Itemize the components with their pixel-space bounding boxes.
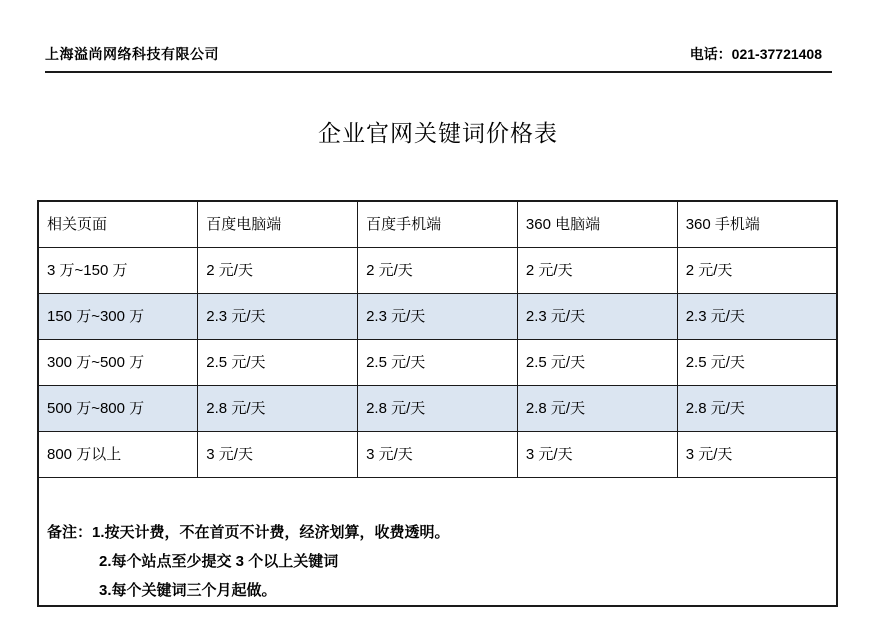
table-header-cell: 360 手机端 xyxy=(677,201,837,247)
table-cell: 2.3 元/天 xyxy=(198,293,358,339)
table-cell: 2 元/天 xyxy=(677,247,837,293)
table-cell: 3 元/天 xyxy=(198,431,358,477)
table-cell: 2.3 元/天 xyxy=(358,293,518,339)
table-header-cell: 相关页面 xyxy=(38,201,198,247)
table-cell: 2.8 元/天 xyxy=(517,385,677,431)
page-title: 企业官网关键词价格表 xyxy=(318,120,558,146)
table-cell: 2.8 元/天 xyxy=(198,385,358,431)
table-row xyxy=(38,247,837,293)
notes-label: 备注： xyxy=(47,523,93,541)
phone-number: 电话：021-37721408 xyxy=(689,46,822,62)
table-header-row xyxy=(38,201,837,247)
table-row xyxy=(38,293,837,339)
table-header-cell: 百度手机端 xyxy=(358,201,518,247)
table-cell: 2.5 元/天 xyxy=(517,339,677,385)
note-line-3: 3.每个关键词三个月起做。 xyxy=(99,581,277,599)
table-cell: 500 万~800 万 xyxy=(38,385,198,431)
table-cell: 2 元/天 xyxy=(517,247,677,293)
table-cell: 2.5 元/天 xyxy=(198,339,358,385)
table-cell: 3 元/天 xyxy=(677,431,837,477)
table-row xyxy=(38,431,837,477)
note-item-1: 1.按天计费，不在首页不计费，经济划算，收费透明。 xyxy=(92,523,450,541)
table-cell: 2.5 元/天 xyxy=(358,339,518,385)
table-cell: 2 元/天 xyxy=(198,247,358,293)
notes-row xyxy=(38,477,837,606)
price-table xyxy=(37,200,838,607)
table-cell: 3 万~150 万 xyxy=(38,247,198,293)
table-cell: 300 万~500 万 xyxy=(38,339,198,385)
table-header-cell: 360 电脑端 xyxy=(517,201,677,247)
table-body xyxy=(38,247,837,477)
table-cell: 2 元/天 xyxy=(358,247,518,293)
table-header-cell: 百度电脑端 xyxy=(198,201,358,247)
table-cell: 2.3 元/天 xyxy=(517,293,677,339)
note-line-1 xyxy=(47,518,828,547)
table-cell: 2.8 元/天 xyxy=(677,385,837,431)
table-cell: 2.8 元/天 xyxy=(358,385,518,431)
letterhead xyxy=(45,44,832,73)
table-cell: 2.3 元/天 xyxy=(677,293,837,339)
table-row xyxy=(38,339,837,385)
table-cell: 2.5 元/天 xyxy=(677,339,837,385)
notes-cell xyxy=(38,477,837,606)
table-row xyxy=(38,385,837,431)
note-line-2: 2.每个站点至少提交 3 个以上关键词 xyxy=(99,552,339,570)
table-cell: 3 元/天 xyxy=(358,431,518,477)
company-name: 上海溢尚网络科技有限公司 xyxy=(45,46,219,62)
table-cell: 3 元/天 xyxy=(517,431,677,477)
table-cell: 800 万以上 xyxy=(38,431,198,477)
table-cell: 150 万~300 万 xyxy=(38,293,198,339)
